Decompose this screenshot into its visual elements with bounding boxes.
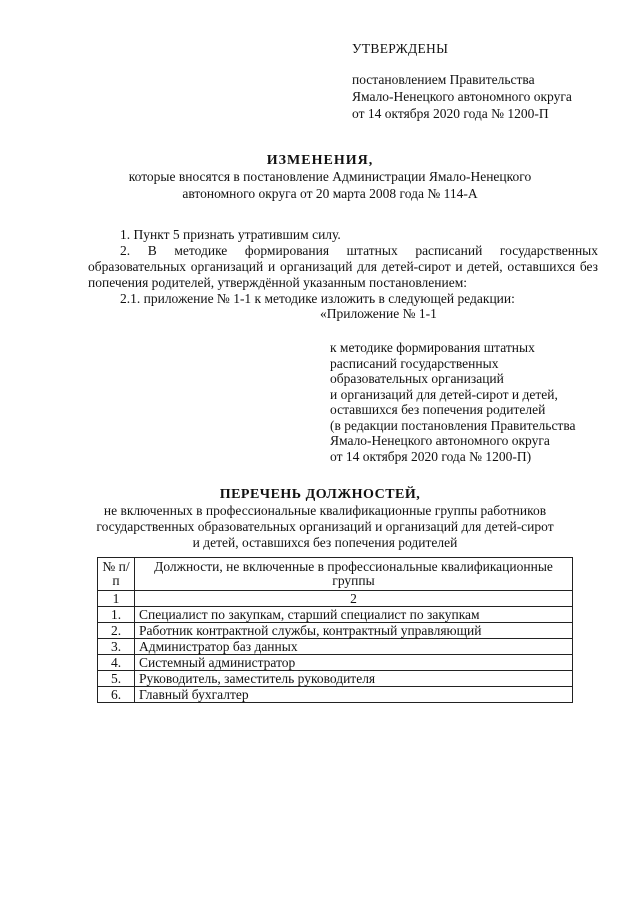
row-position: Руководитель, заместитель руководителя <box>135 671 573 687</box>
changes-title: ИЗМЕНЕНИЯ, <box>266 153 374 168</box>
item-1: 1. Пункт 5 признать утратившим силу. <box>120 227 341 242</box>
column-number: 2 <box>135 591 573 607</box>
approval-title: УТВЕРЖДЕНЫ <box>352 41 449 56</box>
appendix-note-line: от 14 октября 2020 года № 1200-П) <box>330 448 532 464</box>
row-position: Работник контрактной службы, контрактный управляющий <box>135 623 573 639</box>
appendix-note-line: расписаний государственных <box>330 355 499 371</box>
table-row <box>98 623 573 639</box>
appendix-note-line: (в редакции постановления Правительства <box>330 417 576 433</box>
appendix-note-line: Ямало-Ненецкого автономного округа <box>330 433 550 448</box>
table-header-row <box>98 558 573 591</box>
header-num: № п/п <box>98 558 135 591</box>
approval-stamp <box>352 40 572 122</box>
changes-items <box>88 227 598 307</box>
row-num: 4. <box>98 655 135 671</box>
item-2: 2. В методике формирования штатных расписаний государственных образовательных организаций и организаций для детей-сирот и детей, оставшихся без попечения родителей, утверждённой указанным постановлением: <box>88 243 598 290</box>
table-column-numbers-row <box>98 591 573 607</box>
appendix-note-line: образовательных организаций <box>330 371 504 386</box>
item-2-1: 2.1. приложение № 1-1 к методике изложить в следующей редакции: <box>120 291 515 306</box>
table-row <box>98 671 573 687</box>
header-position: Должности, не включенные в профессиональные квалификационные группы <box>135 558 573 591</box>
appendix-note-line: и организаций для детей-сирот и детей, <box>330 386 558 402</box>
row-position: Специалист по закупкам, старший специалист по закупкам <box>135 607 573 623</box>
row-num: 6. <box>98 687 135 703</box>
row-position: Администратор баз данных <box>135 639 573 655</box>
row-num: 3. <box>98 639 135 655</box>
row-num: 2. <box>98 623 135 639</box>
list-title: ПЕРЕЧЕНЬ ДОЛЖНОСТЕЙ, <box>219 487 421 502</box>
row-num: 1. <box>98 607 135 623</box>
table-row <box>98 639 573 655</box>
table-row <box>98 687 573 703</box>
positions-table <box>97 557 573 703</box>
approval-line: от 14 октября 2020 года № 1200-П <box>352 106 549 121</box>
row-position: Системный администратор <box>135 655 573 671</box>
list-subtitle: не включенных в профессиональные квалификационные группы работников государственных образовательных организаций и организаций для детей-сирот и детей, оставшихся без попечения родителей <box>96 503 554 550</box>
column-number: 1 <box>98 591 135 607</box>
row-num: 5. <box>98 671 135 687</box>
table-row <box>98 655 573 671</box>
changes-subtitle: которые вносятся в постановление Администрации Ямало-Ненецкого автономного округа от 20 марта 2008 года № 114-А <box>128 169 532 201</box>
table-row <box>98 607 573 623</box>
row-position: Главный бухгалтер <box>135 687 573 703</box>
appendix-note-line: оставшихся без попечения родителей <box>330 402 546 417</box>
appendix-title: «Приложение № 1-1 <box>320 306 437 321</box>
approval-line: Ямало-Ненецкого автономного округа <box>352 89 572 104</box>
approval-line: постановлением Правительства <box>352 72 535 87</box>
appendix-note-line: к методике формирования штатных <box>330 340 535 355</box>
appendix-note <box>330 340 576 464</box>
